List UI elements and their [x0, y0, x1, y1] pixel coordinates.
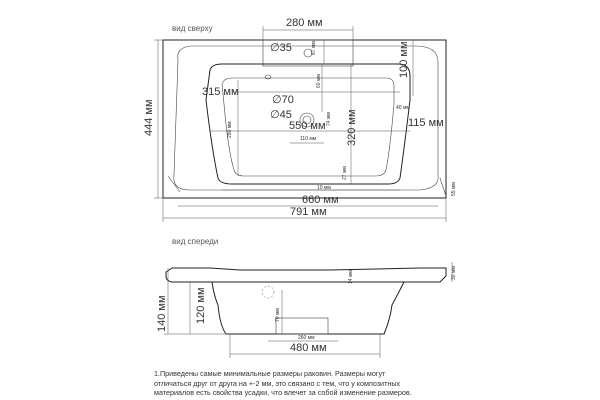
dim-bowl-depth: 320 мм [346, 109, 358, 146]
dim-rim: 30 мм [451, 266, 457, 280]
overflow-hidden [262, 286, 274, 298]
top-view-label: вид сверху [172, 24, 213, 33]
dim-right-margin: 115 мм [408, 117, 444, 129]
dim-deck-width: 280 мм [286, 17, 323, 29]
front-slab [166, 268, 446, 282]
dim-inner: 14 мм [348, 270, 354, 284]
dim-drain-top: ∅70 [272, 94, 294, 106]
dim-drain-bottom: ∅45 [270, 109, 292, 121]
dim-inner-width: 660 мм [302, 194, 339, 206]
dim-small-g: 27 мм [342, 166, 348, 180]
dim-bottom-width: 480 мм [290, 342, 327, 354]
dim-small-e: 290 мм [227, 121, 233, 138]
dim-height-bowl: 120 мм [195, 287, 207, 324]
dim-small-i: 55 мм [451, 182, 457, 196]
dim-drain-height: 70 мм [275, 308, 281, 322]
dim-depth-outer: 444 мм [143, 99, 155, 136]
dim-small-b: 60 мм [316, 74, 322, 88]
front-drain [276, 318, 328, 334]
dim-outer-width: 791 мм [290, 206, 327, 218]
dim-small-c: 40 мм [396, 105, 410, 111]
dim-small-d: 74 мм [326, 112, 332, 126]
overflow-hole [265, 75, 271, 79]
front-bowl [212, 282, 404, 334]
tolerance-note: 1.Приведены самые минимальные размеры раковин. Размеры могут отличаться друг от друга на +-2 мм, это связано с тем, что у композитных материалов есть свойства усадки, что влечет за собой изменение размеров. [154, 369, 412, 398]
dim-small-h: 10 мм [317, 185, 331, 191]
dim-tap-hole: ∅35 [270, 42, 292, 54]
dim-bowl-width: 550 мм [289, 120, 326, 132]
front-view-label: вид спереди [172, 237, 219, 246]
dim-back-deck: 100 мм [398, 41, 410, 78]
dim-height-total: 140 мм [156, 295, 168, 332]
dim-drain-offset: 260 мм [298, 335, 315, 341]
dim-small-a: 67 мм [311, 41, 317, 55]
dim-small-f: 110 мм [300, 136, 317, 142]
dim-bowl-top: 315 мм [202, 86, 239, 98]
chamfer-lines [168, 176, 446, 196]
